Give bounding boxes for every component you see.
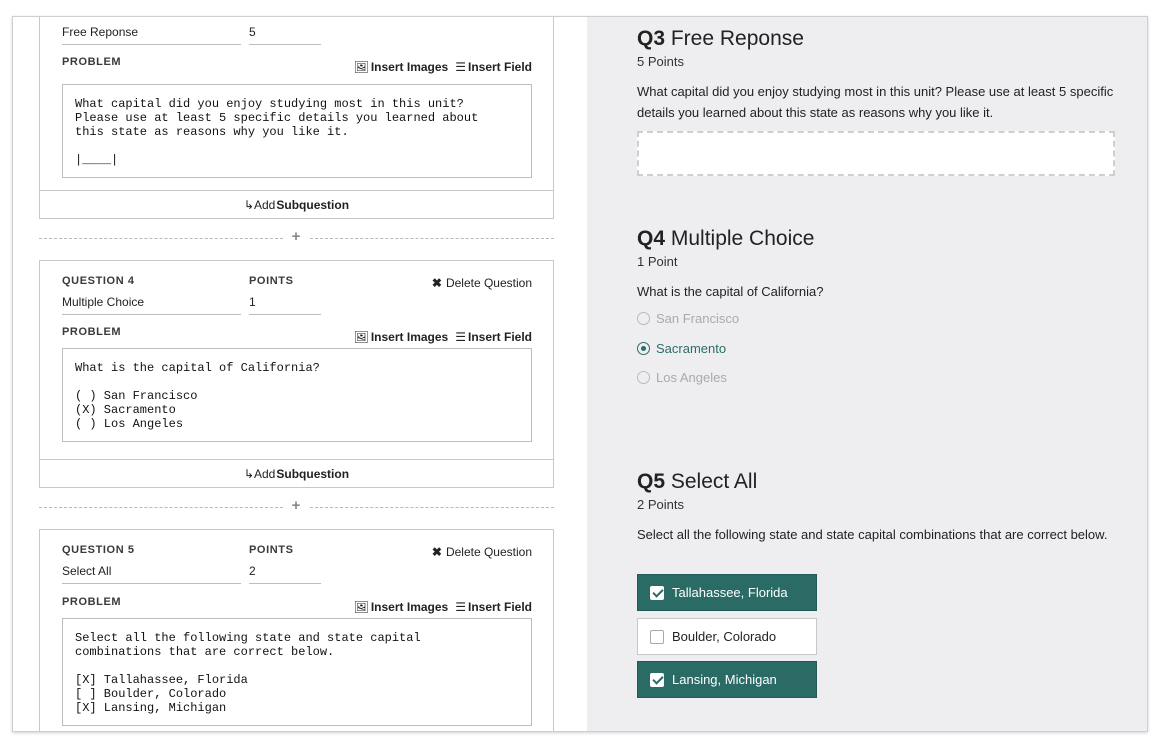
question-points: 5 Points <box>637 54 684 69</box>
close-icon: ✖ <box>431 545 442 559</box>
insert-images-button[interactable]: 🖼 Insert Images <box>353 600 449 614</box>
checkbox-icon <box>650 630 664 644</box>
question-number-label: QUESTION 5 <box>62 544 135 556</box>
list-icon: ☰ <box>455 600 466 614</box>
question-heading: Q3 Free Reponse <box>637 27 804 50</box>
add-subquestion-button[interactable]: ↳Add Subquestion <box>40 459 553 488</box>
problem-textarea[interactable]: What capital did you enjoy studying most in this unit? Please use at least 5 specific details you learned about this state as reasons why you like it. |____| <box>62 84 532 178</box>
problem-label: PROBLEM <box>62 596 122 608</box>
points-field[interactable]: 1 <box>249 295 321 315</box>
question-type-field[interactable]: Free Reponse <box>62 25 241 45</box>
preview-panel <box>587 17 1148 732</box>
problem-textarea[interactable]: Select all the following state and state capital combinations that are correct below. [X] Tallahassee, Florida [ ] Boulder, Colorado [X] Lansing, Michigan <box>62 618 532 726</box>
image-icon: 🖼 <box>353 600 369 614</box>
radio-selected-icon <box>637 342 650 355</box>
question-heading: Q5 Select All <box>637 470 758 493</box>
radio-option-sacramento[interactable]: Sacramento <box>637 341 726 356</box>
problem-label: PROBLEM <box>62 56 122 68</box>
insert-toolbar <box>354 330 532 344</box>
insert-field-button[interactable]: ☰ Insert Field <box>455 60 532 74</box>
list-icon: ☰ <box>455 60 466 74</box>
image-icon: 🖼 <box>353 60 369 74</box>
insert-field-button[interactable]: ☰ Insert Field <box>455 330 532 344</box>
plus-icon[interactable]: + <box>291 228 301 245</box>
radio-option-san-francisco[interactable]: San Francisco <box>637 311 739 326</box>
insert-toolbar <box>354 60 532 74</box>
insert-field-button[interactable]: ☰ Insert Field <box>455 600 532 614</box>
app-window <box>12 16 1148 732</box>
free-response-input[interactable] <box>637 131 1115 176</box>
preview-question-4 <box>637 227 1117 269</box>
question-heading: Q4 Multiple Choice <box>637 227 815 250</box>
question-points: 1 Point <box>637 254 678 269</box>
question-type-field[interactable]: Select All <box>62 564 241 584</box>
insert-toolbar <box>354 600 532 614</box>
question-card-4 <box>39 260 554 488</box>
radio-option-los-angeles[interactable]: Los Angeles <box>637 370 727 385</box>
delete-question-button[interactable]: ✖ Delete Question <box>431 276 532 290</box>
preview-question-5 <box>637 470 1117 512</box>
insert-images-button[interactable]: 🖼 Insert Images <box>353 330 449 344</box>
add-question-divider[interactable] <box>39 497 554 514</box>
checkbox-checked-icon <box>650 586 664 600</box>
preview-question-3 <box>637 27 1117 69</box>
problem-label: PROBLEM <box>62 326 122 338</box>
question-text: What capital did you enjoy studying most in this unit? Please use at least 5 specific details you learned about this state as reasons why you like it. <box>637 84 1114 120</box>
list-icon: ☰ <box>455 330 466 344</box>
question-points: 2 Points <box>637 497 684 512</box>
problem-textarea[interactable]: What is the capital of California? ( ) San Francisco (X) Sacramento ( ) Los Angeles <box>62 348 532 442</box>
question-text: What is the capital of California? <box>637 284 824 299</box>
points-field[interactable]: 5 <box>249 25 321 45</box>
add-question-divider[interactable] <box>39 228 554 245</box>
question-number-label: QUESTION 4 <box>62 275 135 287</box>
delete-question-button[interactable]: ✖ Delete Question <box>431 545 532 559</box>
radio-icon <box>637 371 650 384</box>
question-editor-panel <box>13 17 587 732</box>
question-text: Select all the following state and state capital combinations that are correct below. <box>637 527 1108 542</box>
question-type-field[interactable]: Multiple Choice <box>62 295 241 315</box>
question-card-3 <box>39 16 554 219</box>
points-field[interactable]: 2 <box>249 564 321 584</box>
insert-images-button[interactable]: 🖼 Insert Images <box>353 60 449 74</box>
image-icon: 🖼 <box>353 330 369 344</box>
add-subquestion-button[interactable]: ↳Add Subquestion <box>40 190 553 219</box>
checkbox-checked-icon <box>650 673 664 687</box>
checkbox-option-lansing[interactable]: Lansing, Michigan <box>637 661 817 698</box>
plus-icon[interactable]: + <box>291 497 301 514</box>
radio-icon <box>637 312 650 325</box>
points-label: POINTS <box>249 544 294 556</box>
question-card-5 <box>39 529 554 732</box>
checkbox-option-tallahassee[interactable]: Tallahassee, Florida <box>637 574 817 611</box>
checkbox-option-boulder[interactable]: Boulder, Colorado <box>637 618 817 655</box>
close-icon: ✖ <box>431 276 442 290</box>
points-label: POINTS <box>249 275 294 287</box>
